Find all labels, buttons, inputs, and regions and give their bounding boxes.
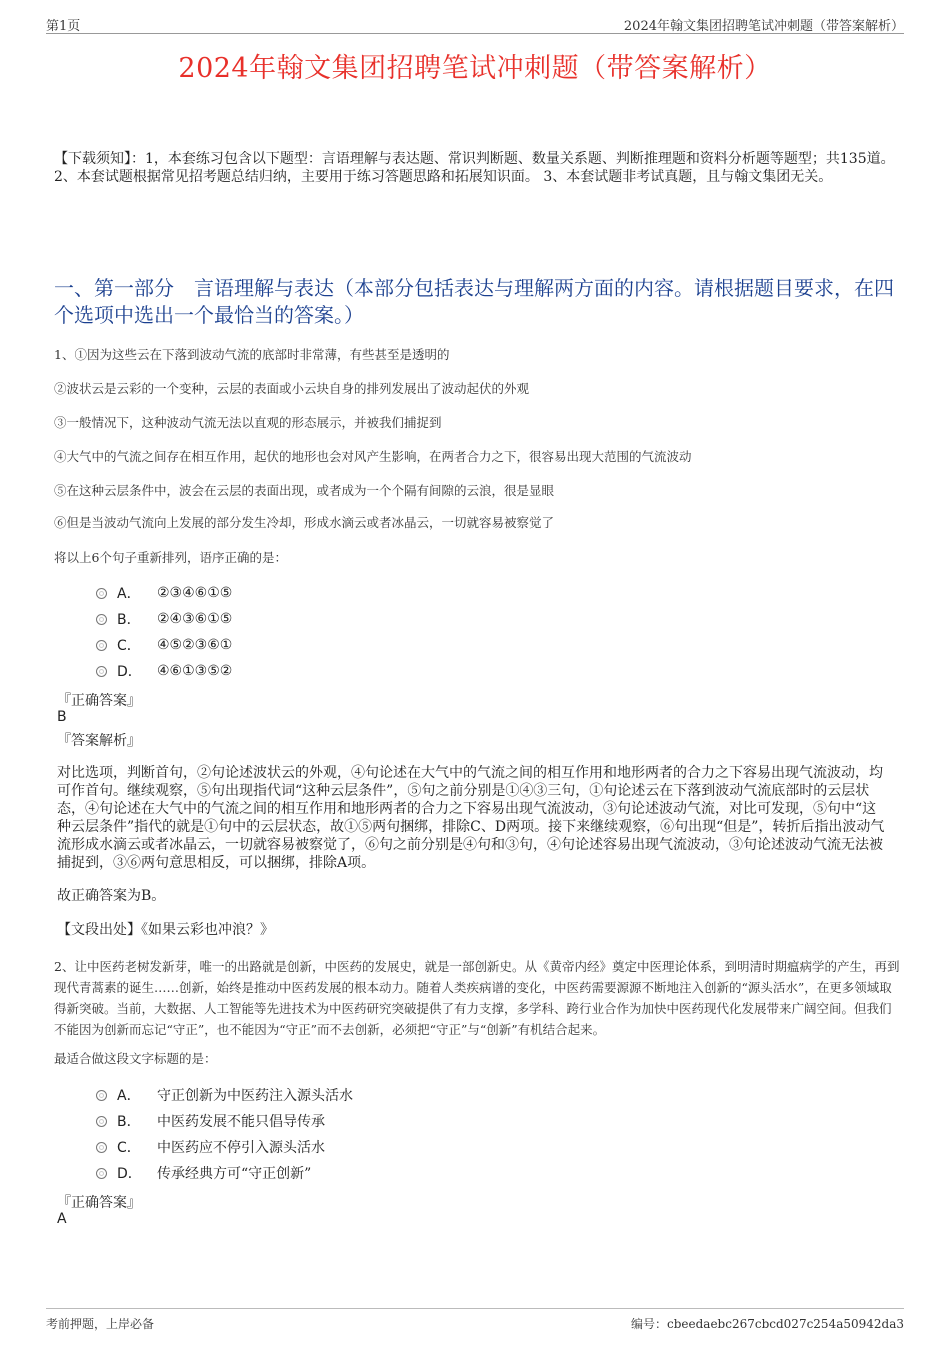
q2-option-a[interactable] bbox=[96, 1085, 353, 1105]
option-letter: C． bbox=[117, 1140, 141, 1156]
q1-sentence-1: 1、①因为这些云在下落到波动气流的底部时非常薄，有些甚至是透明的 bbox=[54, 347, 450, 362]
header-divider bbox=[46, 33, 904, 34]
radio-icon[interactable] bbox=[96, 666, 107, 677]
q1-option-a[interactable] bbox=[96, 583, 232, 603]
option-letter: D． bbox=[117, 664, 142, 680]
header-page-number: 第1页 bbox=[46, 19, 81, 34]
option-letter: C． bbox=[117, 638, 141, 654]
q1-sentence-4: ④大气中的气流之间存在相互作用，起伏的地形也会对风产生影响，在两者合力之下，很容易出现大范围的气流波动 bbox=[54, 449, 692, 464]
option-text: 中医药应不停引入源头活水 bbox=[157, 1140, 325, 1156]
page-title: 2024年翰文集团招聘笔试冲刺题（带答案解析） bbox=[178, 53, 772, 84]
q1-analysis-label: 『答案解析』 bbox=[57, 733, 141, 749]
q2-answer-label: 『正确答案』 bbox=[57, 1195, 141, 1211]
q2-stem: 2、让中医药老树发新芽，唯一的出路就是创新，中医药的发展史，就是一部创新史。从《黄帝内经》奠定中医理论体系，到明清时期瘟病学的产生，再到现代青蒿素的诞生……创新，始终是推动中医药发展的根本动力。随着人类疾病谱的变化，中医药需要源源不断地注入创新的“源头活水”，在更多领域取得新突破。当前，大数据、人工智能等先进技术为中医药研究突破提供了有力支撑，多学科、跨行业合作为加快中医药现代化发展带来广阔空间。但我们不能因为创新而忘记“守正”，也不能因为“守正”而不去创新，必须把“守正”与“创新”有机结合起来。 bbox=[54, 959, 900, 1037]
download-notice: 【下载须知】：1，本套练习包含以下题型：言语理解与表达题、常识判断题、数量关系题、判断推理题和资料分析题等题型；共135道。 2、本套试题根据常见招考题总结归纳，主要用于练习答题思路和拓展知识面。 3、本套试题非考试真题，且与翰文集团无关。 bbox=[54, 151, 895, 185]
radio-icon[interactable] bbox=[96, 614, 107, 625]
radio-icon[interactable] bbox=[96, 1090, 107, 1101]
radio-icon[interactable] bbox=[96, 1116, 107, 1127]
option-letter: B． bbox=[117, 612, 141, 628]
option-text: ②③④⑥①⑤ bbox=[157, 585, 233, 601]
radio-icon[interactable] bbox=[96, 640, 107, 651]
q2-option-c[interactable] bbox=[96, 1137, 325, 1157]
radio-icon[interactable] bbox=[96, 1168, 107, 1179]
q1-conclusion: 故正确答案为B。 bbox=[57, 888, 166, 904]
q1-analysis: 对比选项，判断首句，②句论述波状云的外观，④句论述在大气中的气流之间的相互作用和地形两者的合力之下容易出现气流波动，均可作首句。继续观察，⑤句出现指代词“这种云层条件”，⑤句之前分别是①④③三句，①句论述云在下落到波动气流底部时的云层状态，④句论述在大气中的气流之间的相互作用和地形两者的合力之下容易出现气流波动，③句论述波动气流，对比可发现，⑤句中“这种云层条件”指代的就是①句中的云层状态，故①⑤两句捆绑，排除C、D两项。接下来继续观察，⑥句出现“但是”，转折后指出波动气流形成水滴云或者冰晶云，一切就容易被察觉了，⑥句之前分别是④句和③句，④句论述容易出现气流波动，③句论述波动气流无法被捕捉到，③⑥两句意思相反，可以捆绑，排除A项。 bbox=[57, 765, 885, 871]
q2-option-b[interactable] bbox=[96, 1111, 325, 1131]
q1-option-c[interactable] bbox=[96, 635, 232, 655]
q2-prompt: 最适合做这段文字标题的是： bbox=[54, 1051, 217, 1066]
q1-source: 【文段出处】《如果云彩也冲浪？》 bbox=[57, 922, 274, 938]
option-text: 守正创新为中医药注入源头活水 bbox=[157, 1088, 353, 1104]
q1-option-d[interactable] bbox=[96, 661, 232, 681]
q1-option-b[interactable] bbox=[96, 609, 232, 629]
option-text: 中医药发展不能只倡导传承 bbox=[157, 1114, 325, 1130]
q1-sentence-5: ⑤在这种云层条件中，波会在云层的表面出现，或者成为一个个隔有间隙的云浪，很是显眼 bbox=[54, 483, 555, 498]
header-doc-title: 2024年翰文集团招聘笔试冲刺题（带答案解析） bbox=[623, 19, 904, 34]
q2-answer: A bbox=[57, 1211, 67, 1227]
option-letter: A． bbox=[117, 1088, 141, 1104]
q1-prompt: 将以上6个句子重新排列，语序正确的是： bbox=[54, 550, 287, 565]
option-letter: D． bbox=[117, 1166, 142, 1182]
radio-icon[interactable] bbox=[96, 1142, 107, 1153]
option-text: ④⑥①③⑤② bbox=[157, 663, 233, 679]
option-text: ②④③⑥①⑤ bbox=[157, 611, 233, 627]
option-text: 传承经典方可“守正创新” bbox=[157, 1166, 312, 1182]
q1-sentence-6: ⑥但是当波动气流向上发展的部分发生冷却，形成水滴云或者冰晶云，一切就容易被察觉了 bbox=[54, 515, 555, 530]
footer-doc-id: 编号：cbeedaebc267cbcd027c254a50942da3 bbox=[631, 1317, 904, 1331]
q1-sentence-2: ②波状云是云彩的一个变种，云层的表面或小云块自身的排列发展出了波动起伏的外观 bbox=[54, 381, 530, 396]
footer-divider bbox=[46, 1308, 904, 1309]
q1-answer: B bbox=[57, 709, 67, 725]
q1-answer-label: 『正确答案』 bbox=[57, 693, 141, 709]
q1-sentence-3: ③一般情况下，这种波动气流无法以直观的形态展示，并被我们捕捉到 bbox=[54, 415, 442, 430]
option-letter: A． bbox=[117, 586, 141, 602]
q2-option-d[interactable] bbox=[96, 1163, 311, 1183]
option-letter: B． bbox=[117, 1114, 141, 1130]
section-heading: 一、第一部分 言语理解与表达（本部分包括表达与理解两方面的内容。请根据题目要求，在四个选项中选出一个最恰当的答案。） bbox=[54, 276, 894, 327]
footer-slogan: 考前押题，上岸必备 bbox=[46, 1317, 155, 1331]
option-text: ④⑤②③⑥① bbox=[157, 637, 233, 653]
radio-icon[interactable] bbox=[96, 588, 107, 599]
